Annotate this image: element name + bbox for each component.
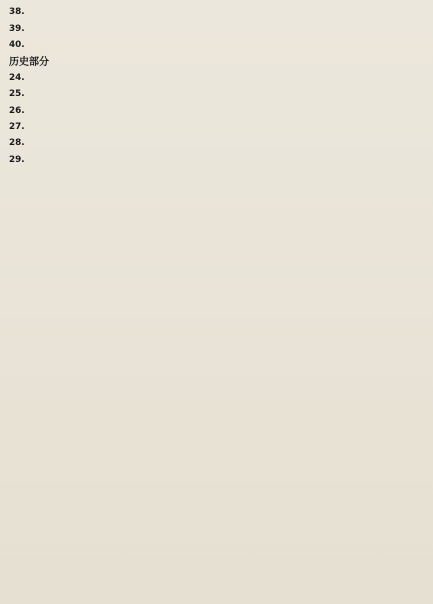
question-number: 25. (9, 89, 25, 100)
answer-text (9, 72, 424, 85)
answer-text (9, 23, 424, 37)
answer-block-38 (9, 6, 424, 20)
answer-text (9, 154, 424, 167)
answer-block-28 (9, 137, 424, 150)
history-section (9, 72, 424, 167)
question-number: 38. (9, 7, 25, 17)
history-section-title: 历史部分 (9, 56, 49, 68)
question-number: 28. (9, 138, 25, 149)
answer-block-27 (9, 121, 424, 134)
question-number: 27. (9, 122, 25, 132)
answer-block-24 (9, 72, 424, 85)
answer-block-39 (9, 23, 424, 37)
answer-text (9, 105, 424, 118)
answer-block-40 (9, 39, 424, 53)
answer-text (9, 39, 424, 53)
answer-text (9, 137, 424, 150)
question-number: 24. (9, 72, 25, 83)
question-number: 29. (9, 154, 25, 165)
question-number: 40. (9, 40, 25, 51)
question-number: 39. (9, 23, 25, 34)
answer-block-26 (9, 105, 424, 118)
answer-block-29 (9, 154, 424, 167)
question-number: 26. (9, 105, 25, 116)
answer-text (9, 121, 424, 134)
answer-text (9, 88, 424, 101)
answer-block-25 (9, 88, 424, 101)
answer-text (9, 6, 424, 20)
